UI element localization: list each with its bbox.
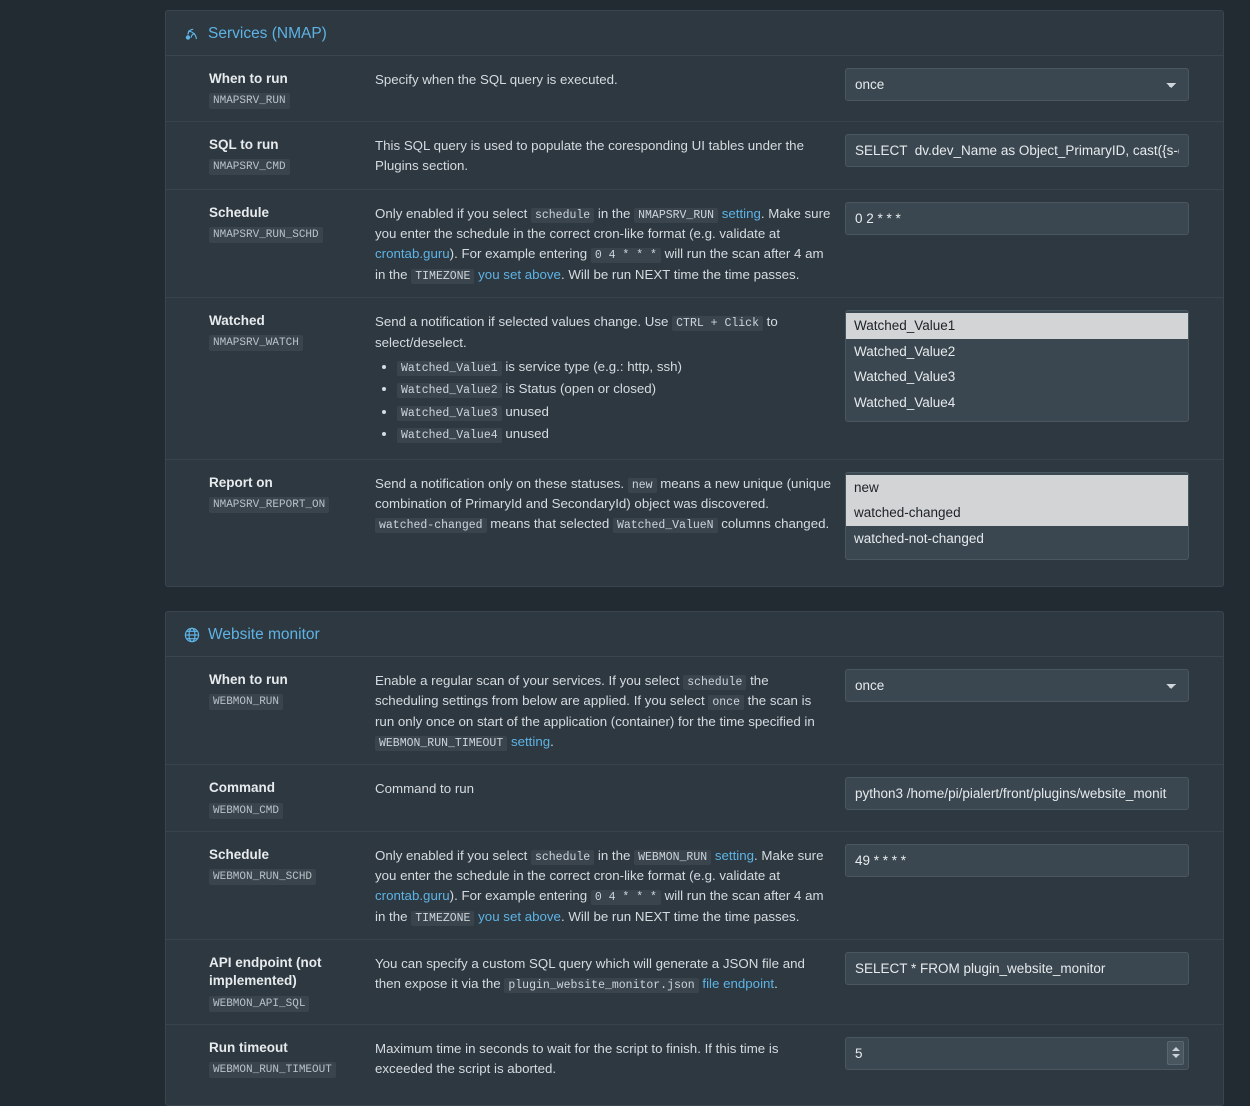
setting-label-cell [180,202,375,243]
setting-row [166,940,1223,1024]
setting-control-cell [845,952,1193,985]
setting-env-key: WEBMON_CMD [209,803,283,819]
when-to-run-select[interactable] [845,669,1189,702]
option-watched-changed[interactable]: watched-changed [846,500,1188,526]
setting-env-key: NMAPSRV_REPORT_ON [209,497,329,513]
inline-code: Watched_ValueN [613,518,718,533]
setting-env-key: WEBMON_RUN [209,694,283,710]
inline-code: TIMEZONE [411,911,474,926]
setting-title: Watched [209,313,265,329]
inline-code: CTRL + Click [672,316,763,331]
setting-row [166,190,1223,299]
inline-code: 0 4 * * * [591,890,661,905]
setting-label-cell [180,310,375,351]
setting-control-cell [845,310,1193,422]
setting-control-cell [845,777,1193,810]
inline-code: 0 4 * * * [591,248,661,263]
setting-row [166,832,1223,941]
card-title: Services (NMAP) [208,25,327,42]
inline-code: Watched_Value3 [397,406,502,421]
setting-row [166,1025,1223,1091]
doc-link[interactable]: setting [510,733,551,749]
setting-description: Send a notification only on these statuses. new means a new unique (unique combination of PrimaryId and SecondaryId) object was discovered. watched-changed means that selected Watched_ValueN columns changed. [375,475,831,533]
doc-link[interactable]: setting [714,847,755,863]
doc-link[interactable]: crontab.guru [375,888,450,904]
setting-control-cell [845,844,1193,877]
setting-row [166,56,1223,122]
setting-env-key: NMAPSRV_CMD [209,159,290,175]
option-watched-not-changed[interactable]: watched-not-changed [854,530,984,546]
card-gap [139,587,1250,601]
settings-rows [166,657,1223,1105]
setting-row [166,122,1223,189]
inline-code: plugin_website_monitor.json [504,978,698,993]
doc-link[interactable]: crontab.guru [375,246,450,262]
setting-title: When to run [209,71,288,86]
plugin-card-website-monitor [165,611,1224,1106]
setting-env-key: NMAPSRV_RUN_SCHD [209,227,323,243]
watched-multiselect[interactable] [845,310,1189,422]
option-watched-value3[interactable]: Watched_Value3 [854,369,956,385]
inline-code: WEBMON_RUN [634,850,711,865]
schedule-input[interactable] [845,202,1189,235]
setting-description: This SQL query is used to populate the coresponding UI tables under the Plugins section. [375,138,804,174]
setting-description: Only enabled if you select schedule in the NMAPSRV_RUN setting. Make sure you enter the schedule in the correct cron-like format (e.g. validate at crontab.guru). For example entering 0 4 * * * will run the scan after 4 am in the TIMEZONE you set above. Will be run NEXT time the time passes. [375,205,831,283]
settings-sections [139,10,1250,1106]
option-watched-value4[interactable]: Watched_Value4 [854,394,956,410]
inline-code: Watched_Value4 [397,428,502,443]
setting-description: Send a notification if selected values change. Use CTRL + Click to select/deselect. • Watched_Value1 is service type (e.g.: http, ssh) • Watched_Value2 is Status (open or closed) • Watched_Value3 unused • Watched_Value4 unused [375,310,845,447]
settings-rows [166,56,1223,586]
setting-env-key: WEBMON_RUN_SCHD [209,869,316,885]
setting-env-key: NMAPSRV_WATCH [209,335,303,351]
setting-description: Command to run [375,781,475,797]
inline-code: WEBMON_RUN_TIMEOUT [375,736,507,751]
doc-link[interactable]: you set above [478,266,561,282]
setting-title: When to run [209,671,288,687]
setting-description: You can specify a custom SQL query which will generate a JSON file and then expose it via the plugin_website_monitor.json file endpoint. [375,956,805,993]
inline-code: Watched_Value1 [397,361,502,376]
option-watched-value1[interactable]: Watched_Value1 [846,313,1188,339]
setting-title: Report on [209,474,273,490]
setting-title: API endpoint (not implemented) [209,955,322,989]
card-header [166,612,1223,657]
inline-code: schedule [531,850,594,865]
globe-icon [184,627,200,643]
sql-to-run-input[interactable] [845,134,1189,167]
setting-label-cell [180,472,375,513]
setting-row [166,765,1223,831]
doc-link[interactable]: you set above [478,908,561,924]
inline-code: Watched_Value2 [397,383,502,398]
setting-row [166,657,1223,766]
setting-description: Enable a regular scan of your services. If you select schedule the scheduling settings from below are applied. If you select once the scan is run only once on start of the application (container) for the time specified in WEBMON_RUN_TIMEOUT setting. [375,672,815,750]
doc-link[interactable]: setting [721,205,761,221]
inline-code: watched-changed [375,518,487,533]
setting-description: Maximum time in seconds to wait for the script to finish. If this time is exceeded the script is aborted. [375,1040,779,1076]
setting-title: Schedule [209,204,270,220]
setting-label-cell [180,777,375,818]
report-on-multiselect[interactable] [845,472,1189,560]
setting-description: Specify when the SQL query is executed. [375,72,618,87]
option-watched-value2[interactable]: Watched_Value2 [854,343,956,359]
run-timeout-input[interactable] [845,1037,1189,1070]
setting-title: SQL to run [209,137,279,153]
setting-title: Run timeout [209,1039,288,1055]
inline-code: TIMEZONE [411,269,474,284]
setting-label-cell [180,1037,375,1078]
command-input[interactable] [845,777,1189,810]
setting-control-cell [845,1037,1193,1070]
setting-title: Command [209,780,276,796]
setting-label-cell [180,669,375,710]
setting-env-key: WEBMON_RUN_TIMEOUT [209,1062,336,1078]
setting-row [166,298,1223,460]
inline-code: once [708,695,744,710]
setting-row [166,460,1223,572]
schedule-input[interactable] [845,844,1189,877]
setting-control-cell [845,472,1193,560]
page-left-gutter [0,0,139,1000]
run-timeout-spinner-arrows[interactable] [1167,1041,1184,1065]
setting-label-cell [180,68,375,109]
setting-label-cell [180,952,375,1011]
setting-title: Schedule [209,846,270,862]
setting-control-cell [845,669,1193,702]
doc-link[interactable]: file endpoint [702,976,775,992]
setting-description: Only enabled if you select schedule in the WEBMON_RUN setting. Make sure you enter the schedule in the correct cron-like format (e.g. validate at crontab.guru). For example entering 0 4 * * * will run the scan after 4 am in the TIMEZONE you set above. Will be run NEXT time the time passes. [375,847,824,925]
run-timeout-stepper[interactable] [845,1037,1189,1070]
option-new[interactable]: new [846,475,1188,501]
when-to-run-select[interactable] [845,68,1189,101]
setting-label-cell [180,134,375,175]
inline-code: new [628,478,657,493]
inline-code: NMAPSRV_RUN [634,208,718,223]
api-endpoint-input[interactable] [845,952,1189,985]
setting-control-cell [845,68,1193,101]
network-nodes-icon [184,26,200,42]
settings-content [139,0,1250,1106]
inline-code: schedule [683,675,746,690]
card-title: Website monitor [208,625,320,643]
setting-control-cell [845,202,1193,235]
setting-control-cell [845,134,1193,167]
setting-env-key: WEBMON_API_SQL [209,996,309,1012]
inline-code: schedule [531,208,594,223]
plugin-card-services-nmap- [165,10,1224,587]
card-header [166,11,1223,56]
setting-env-key: NMAPSRV_RUN [209,93,290,109]
setting-label-cell [180,844,375,885]
